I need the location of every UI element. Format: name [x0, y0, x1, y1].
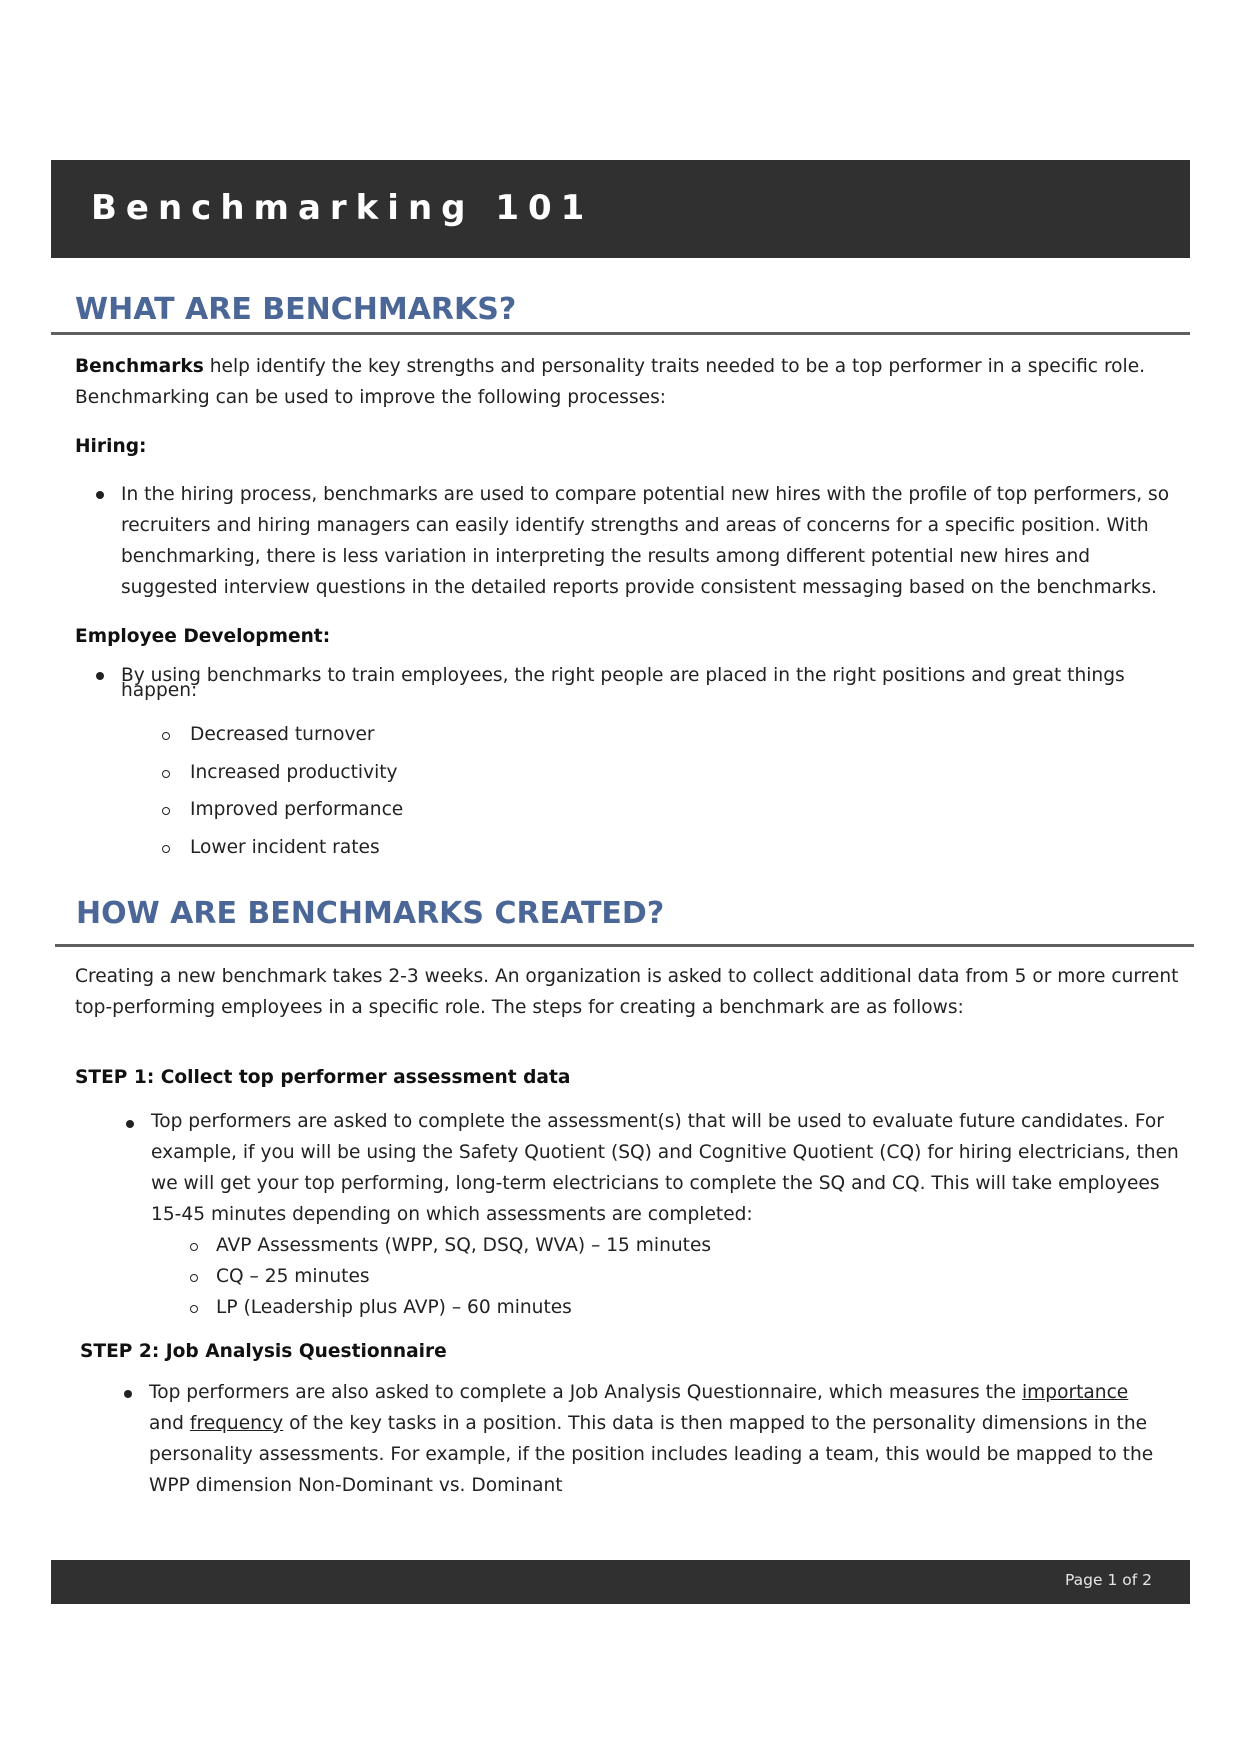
- step1-text-line: Top performers are asked to complete the assessment(s) that will be used to evaluate future candidates. For: [151, 1111, 1164, 1132]
- step1-text-line: example, if you will be using the Safety Quotient (SQ) and Cognitive Quotient (CQ) for hiring electricians, then: [151, 1142, 1179, 1163]
- bullet-icon: [126, 1120, 134, 1128]
- document-title: Benchmarking 101: [91, 188, 594, 228]
- sub-bullet-icon: [162, 845, 170, 853]
- intro-paragraph: [75, 351, 1145, 382]
- section2-intro-line: Creating a new benchmark takes 2-3 weeks. An organization is asked to collect additional data from 5 or more current: [75, 966, 1179, 987]
- frequency-term: frequency: [189, 1413, 284, 1434]
- step1-text-line: 15-45 minutes depending on which assessments are completed:: [151, 1204, 753, 1225]
- development-text-line: happen:: [121, 680, 198, 701]
- list-item: Improved performance: [190, 799, 404, 820]
- step2-text-line: personality assessments. For example, if the position includes leading a team, this would be mapped to the: [149, 1444, 1154, 1465]
- employee-development-label: Employee Development:: [75, 626, 331, 647]
- section-heading-how-are-benchmarks-created: HOW ARE BENCHMARKS CREATED?: [76, 896, 665, 931]
- list-item: LP (Leadership plus AVP) – 60 minutes: [216, 1297, 572, 1318]
- sub-bullet-icon: [162, 732, 170, 740]
- sub-bullet-icon: [162, 807, 170, 815]
- list-item: Increased productivity: [190, 762, 398, 783]
- step1-label: STEP 1: Collect top performer assessment data: [75, 1067, 571, 1088]
- intro-text-line2: Benchmarking can be used to improve the following processes:: [75, 387, 667, 408]
- step2-label: STEP 2: Job Analysis Questionnaire: [80, 1341, 447, 1362]
- step1-text-line: we will get your top performing, long-term electricians to complete the SQ and CQ. This will take employees: [151, 1173, 1160, 1194]
- section-divider: [55, 944, 1194, 947]
- sub-bullet-icon: [190, 1274, 198, 1282]
- step2-text-line: [149, 1377, 1128, 1408]
- step2-text: of the key tasks in a position. This data is then mapped to the personality dimensions in the: [283, 1413, 1148, 1434]
- section2-intro-line: top-performing employees in a specific role. The steps for creating a benchmark are as follows:: [75, 997, 964, 1018]
- hiring-text-line: suggested interview questions in the detailed reports provide consistent messaging based on the benchmarks.: [121, 577, 1157, 598]
- section-divider: [51, 332, 1190, 335]
- importance-term: importance: [1022, 1382, 1129, 1403]
- page-number: Page 1 of 2: [1065, 1571, 1152, 1589]
- hiring-text-line: In the hiring process, benchmarks are used to compare potential new hires with the profile of top performers, so: [121, 484, 1170, 505]
- bullet-icon: [96, 672, 104, 680]
- sub-bullet-icon: [162, 770, 170, 778]
- list-item: AVP Assessments (WPP, SQ, DSQ, WVA) – 15 minutes: [216, 1235, 712, 1256]
- list-item: CQ – 25 minutes: [216, 1266, 370, 1287]
- hiring-text-line: recruiters and hiring managers can easily identify strengths and areas of concerns for a specific position. With: [121, 515, 1149, 536]
- step2-text: Top performers are also asked to complete a Job Analysis Questionnaire, which measures the: [149, 1382, 1022, 1403]
- step2-text-line: [149, 1408, 1147, 1439]
- step2-text-line: WPP dimension Non-Dominant vs. Dominant: [149, 1475, 563, 1496]
- list-item: Decreased turnover: [190, 724, 375, 745]
- sub-bullet-icon: [190, 1305, 198, 1313]
- intro-bold-term: Benchmarks: [75, 356, 204, 377]
- footer-bar: [51, 1560, 1190, 1604]
- list-item: Lower incident rates: [190, 837, 380, 858]
- bullet-icon: [96, 491, 104, 499]
- sub-bullet-icon: [190, 1243, 198, 1251]
- hiring-label: Hiring:: [75, 436, 147, 457]
- bullet-icon: [124, 1390, 132, 1398]
- section-heading-what-are-benchmarks: WHAT ARE BENCHMARKS?: [75, 292, 517, 327]
- development-text-line: By using benchmarks to train employees, the right people are placed in the right positions and great things: [121, 665, 1125, 686]
- step2-text: and: [149, 1413, 190, 1434]
- hiring-text-line: benchmarking, there is less variation in interpreting the results among different potential new hires and: [121, 546, 1091, 567]
- intro-text: help identify the key strengths and personality traits needed to be a top performer in a specific role.: [203, 356, 1146, 377]
- header-bar: [51, 160, 1190, 258]
